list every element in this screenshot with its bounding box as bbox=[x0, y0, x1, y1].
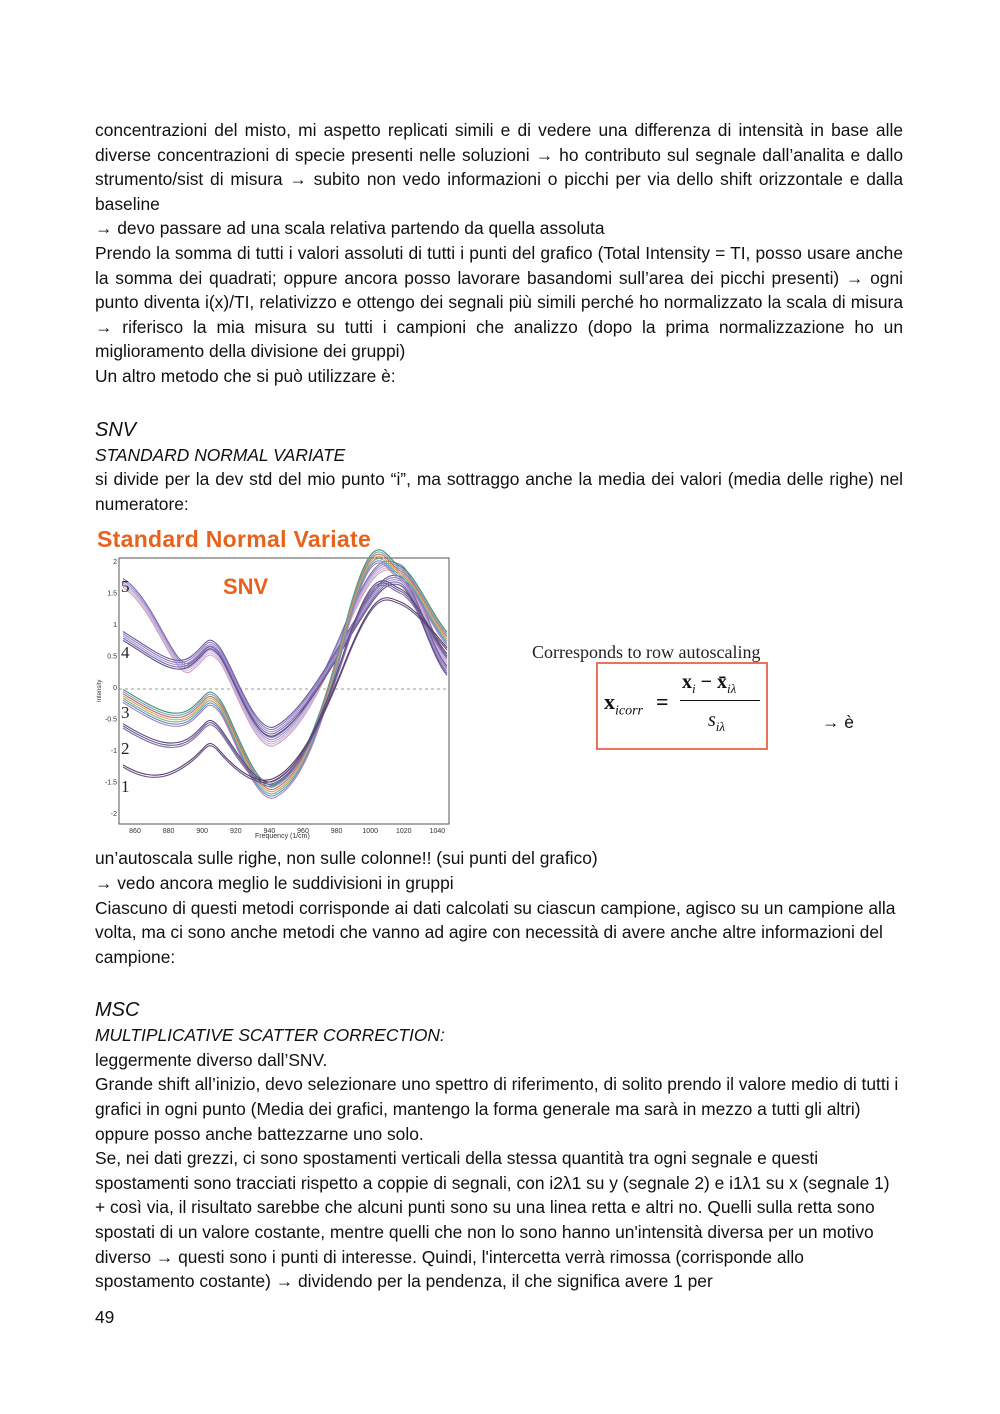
snv-plot-xlabel: Frequency (1/cm) bbox=[255, 833, 310, 841]
paragraph-intro-3: Prendo la somma di tutti i valori assoluti di tutti i punti del grafico (Total Intensity = TI, posso usare anche la somma dei quadrati; oppure ancora posso lavorare basandomi sull’area dei picchi presenti) → ogni punto diventa i(x)/TI, relativizzo e ottengo dei segnali più simili perché ho normalizzato la scala di misura → riferisco la mia misura su tutti i campioni che analizzo (dopo la prima normalizzazione ho un miglioramento della divisione dei gruppi) bbox=[95, 242, 903, 362]
y-tick-label: -1 bbox=[110, 748, 117, 756]
group-label: 4 bbox=[121, 643, 130, 663]
snv-after-2: → vedo ancora meglio le suddivisioni in gruppi bbox=[95, 872, 454, 893]
x-tick-label: 1000 bbox=[362, 828, 378, 836]
y-tick-label: 0.5 bbox=[107, 653, 117, 661]
snv-plot-ylabel: Intensity bbox=[97, 679, 103, 703]
msc-paragraph-3: Se, nei dati grezzi, ci sono spostamenti verticali della stessa quantità tra ogni segnale e questi spostamenti sono tracciati rispetto a coppie di segnali, con i2λ1 su y (segnale 2) e i1λ1 su x (segnale 1) + così via, il risultato sarebbe che alcuni punti sono su una linea retta e altri no. Quelli sulla retta sono spostati di un valore costante, mentre quelli che non lo sono hanno un'intensità diversa per un motivo diverso → questi sono i punti di interesse. Quindi, l'intercetta verrà rimossa (corrisponde allo spostamento costante) → dividendo per la pendenza, il che significa avere 1 per bbox=[95, 1148, 890, 1292]
y-tick-label: 2 bbox=[113, 559, 117, 567]
snv-figure-row bbox=[95, 522, 903, 842]
y-tick-label: -1.5 bbox=[104, 779, 117, 787]
snv-formula-block bbox=[532, 640, 792, 750]
section-title-msc: MSC bbox=[95, 999, 140, 1022]
msc-paragraph-1: leggermente diverso dall’SNV. bbox=[95, 1049, 328, 1070]
y-tick-label: -2 bbox=[110, 811, 117, 819]
snv-formula: $x_{icorr}$ = $x_i$ − $x̄_{i\lambda}$ $s_{i\lambda}$ bbox=[596, 662, 768, 750]
y-tick-label: -0.5 bbox=[104, 716, 117, 724]
y-tick-label: 1 bbox=[113, 622, 117, 630]
msc-paragraph-2: Grande shift all’inizio, devo selezionare uno spettro di riferimento, di solito prendo il valore medio di tutti i grafici in ogni punto (Media dei grafici, mantengo la forma generale ma sarà in mezzo a tutti gli altri) oppure posso anche battezzarne uno solo. bbox=[95, 1074, 899, 1144]
page-number: 49 bbox=[95, 1307, 115, 1327]
group-label: 1 bbox=[121, 777, 130, 797]
x-tick-label: 1020 bbox=[396, 828, 412, 836]
group-label: 2 bbox=[121, 739, 130, 759]
snv-plot-image bbox=[95, 522, 455, 840]
x-tick-label: 1040 bbox=[429, 828, 446, 836]
group-label: 3 bbox=[121, 703, 130, 723]
x-tick-label: 860 bbox=[129, 828, 141, 836]
snv-after-3: Ciascuno di questi metodi corrisponde ai dati calcolati su ciascun campione, agisco su un campione alla volta, ma ci sono anche metodi che vanno ad agire con necessità di avere anche altre informazioni del campione: bbox=[95, 897, 896, 967]
snv-plot-inner-label: SNV bbox=[223, 574, 269, 600]
section-title-snv: SNV bbox=[95, 418, 137, 441]
x-tick-label: 980 bbox=[330, 828, 343, 836]
y-tick-label: 0 bbox=[113, 685, 117, 693]
x-tick-label: 920 bbox=[229, 828, 242, 836]
x-tick-label: 940 bbox=[263, 828, 276, 836]
snv-arrow-text: → è bbox=[822, 712, 854, 733]
x-tick-label: 960 bbox=[297, 828, 309, 836]
formula-caption: Corresponds to row autoscaling bbox=[532, 642, 761, 663]
x-tick-label: 880 bbox=[162, 828, 175, 836]
paragraph-intro-4: Un altro metodo che si può utilizzare è: bbox=[95, 365, 396, 386]
section-subtitle-snv: STANDARD NORMAL VARIATE bbox=[95, 444, 346, 465]
y-tick-label: 1.5 bbox=[107, 590, 117, 598]
page-body bbox=[95, 118, 903, 1294]
paragraph-intro-2: → devo passare ad una scala relativa partendo da quella assoluta bbox=[95, 218, 605, 239]
snv-plot-banner: Standard Normal Variate bbox=[97, 526, 372, 553]
snv-plot-svg bbox=[95, 522, 455, 840]
paragraph-intro-1: concentrazioni del misto, mi aspetto replicati simili e di vedere una differenza di intensità in base alle diverse concentrazioni di specie presenti nelle soluzioni → ho contributo sul segnale dall’analita e dallo strumento/sist di misura → subito non vedo informazioni o picchi per via dello shift orizzontale e dalla baseline bbox=[95, 120, 903, 214]
snv-after-1: un’autoscala sulle righe, non sulle colonne!! (sui punti del grafico) bbox=[95, 848, 598, 869]
snv-intro: si divide per la dev std del mio punto “i”, ma sottraggo anche la media dei valori (media delle righe) nel numeratore: bbox=[95, 469, 903, 514]
section-subtitle-msc: MULTIPLICATIVE SCATTER CORRECTION: bbox=[95, 1025, 445, 1046]
group-label: 5 bbox=[121, 577, 130, 597]
x-tick-label: 900 bbox=[196, 828, 209, 836]
